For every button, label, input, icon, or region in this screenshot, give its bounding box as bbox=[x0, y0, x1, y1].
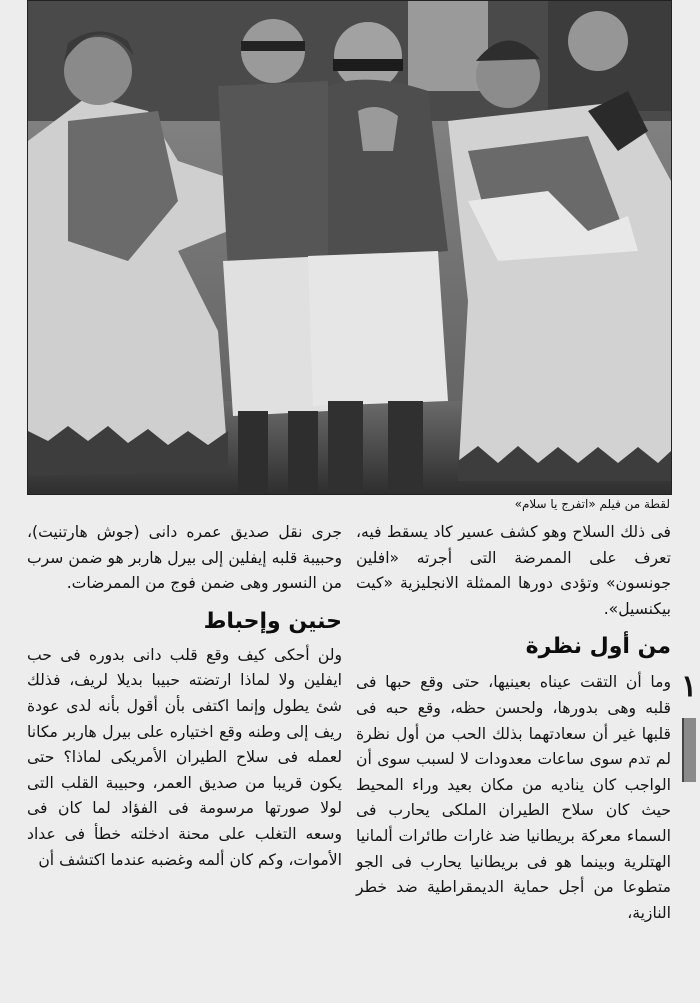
article-paragraph: ولن أحكى كيف وقع قلب دانى بدوره فى حب ايفلين ولا لماذا ارتضته حبيبا بديلا لريف، فذلك شئ يطول وإنما اكتفى بأن أقول بأنه لدى عودة ريف إلى وطنه وقع اختياره على بيرل هاربر مكانا لعمله فى سلاح الطيران الأمريكى لماذا؟ حتى يكون قريبا من صديق العمر، وحبيبة القلب التى لولا صورتها مرسومة فى الفؤاد لما كان فى وسعه التغلب على محنة ادخلته خطأ فى عداد الأموات، وكم كان ألمه وغضبه عندما اكتشف أن bbox=[27, 645, 342, 869]
photo-caption: لقطة من فيلم «اتفرج يا سلام» bbox=[514, 497, 670, 511]
page-margin-numeral: ١ bbox=[680, 669, 698, 704]
article-paragraph: وما أن التقت عيناه بعينيها، حتى وقع حبها فى قلبه وهى بدورها، ولحسن حظه، وقع حبه فى قلبها غير أن سعادتهما بذلك الحب من أول نظرة لم تدم سوى ساعات معدودات لا لسبب سوى أن الواجب كان يناديه من مكان بعيد وراء المحيط حيث كان سلاح الطيران الملكى يحارب فى السماء معركة بريطانيا ضد غارات طائرات ألمانيا الهتلرية وبينما هو فى بريطانيا يحارب فى الجو متطوعا من أجل حماية الديمقراطية ضد خطر النازية، bbox=[356, 673, 671, 922]
article-column-right bbox=[356, 520, 671, 926]
film-still-illustration bbox=[28, 1, 671, 494]
section-heading: حنين وإحباط bbox=[203, 608, 342, 634]
section-heading: من أول نظرة bbox=[525, 634, 671, 660]
film-still-photo bbox=[27, 0, 672, 495]
article-paragraph: فى ذلك السلاح وهو كشف عسير كاد يسقط فيه، تعرف على الممرضة التى أجرته «افلين جونسون» وتؤدى دورها الممثلة الانجليزية «كيت بيكنسيل». bbox=[356, 523, 671, 618]
article-column-left bbox=[27, 520, 342, 873]
margin-bar bbox=[682, 718, 696, 782]
article-paragraph: جرى نقل صديق عمره دانى (جوش هارتنيت)، وحبيبة قلبه إيفلين إلى بيرل هاربر هو ضمن سرب من النسور وهى ضمن فوج من الممرضات. bbox=[27, 523, 342, 593]
